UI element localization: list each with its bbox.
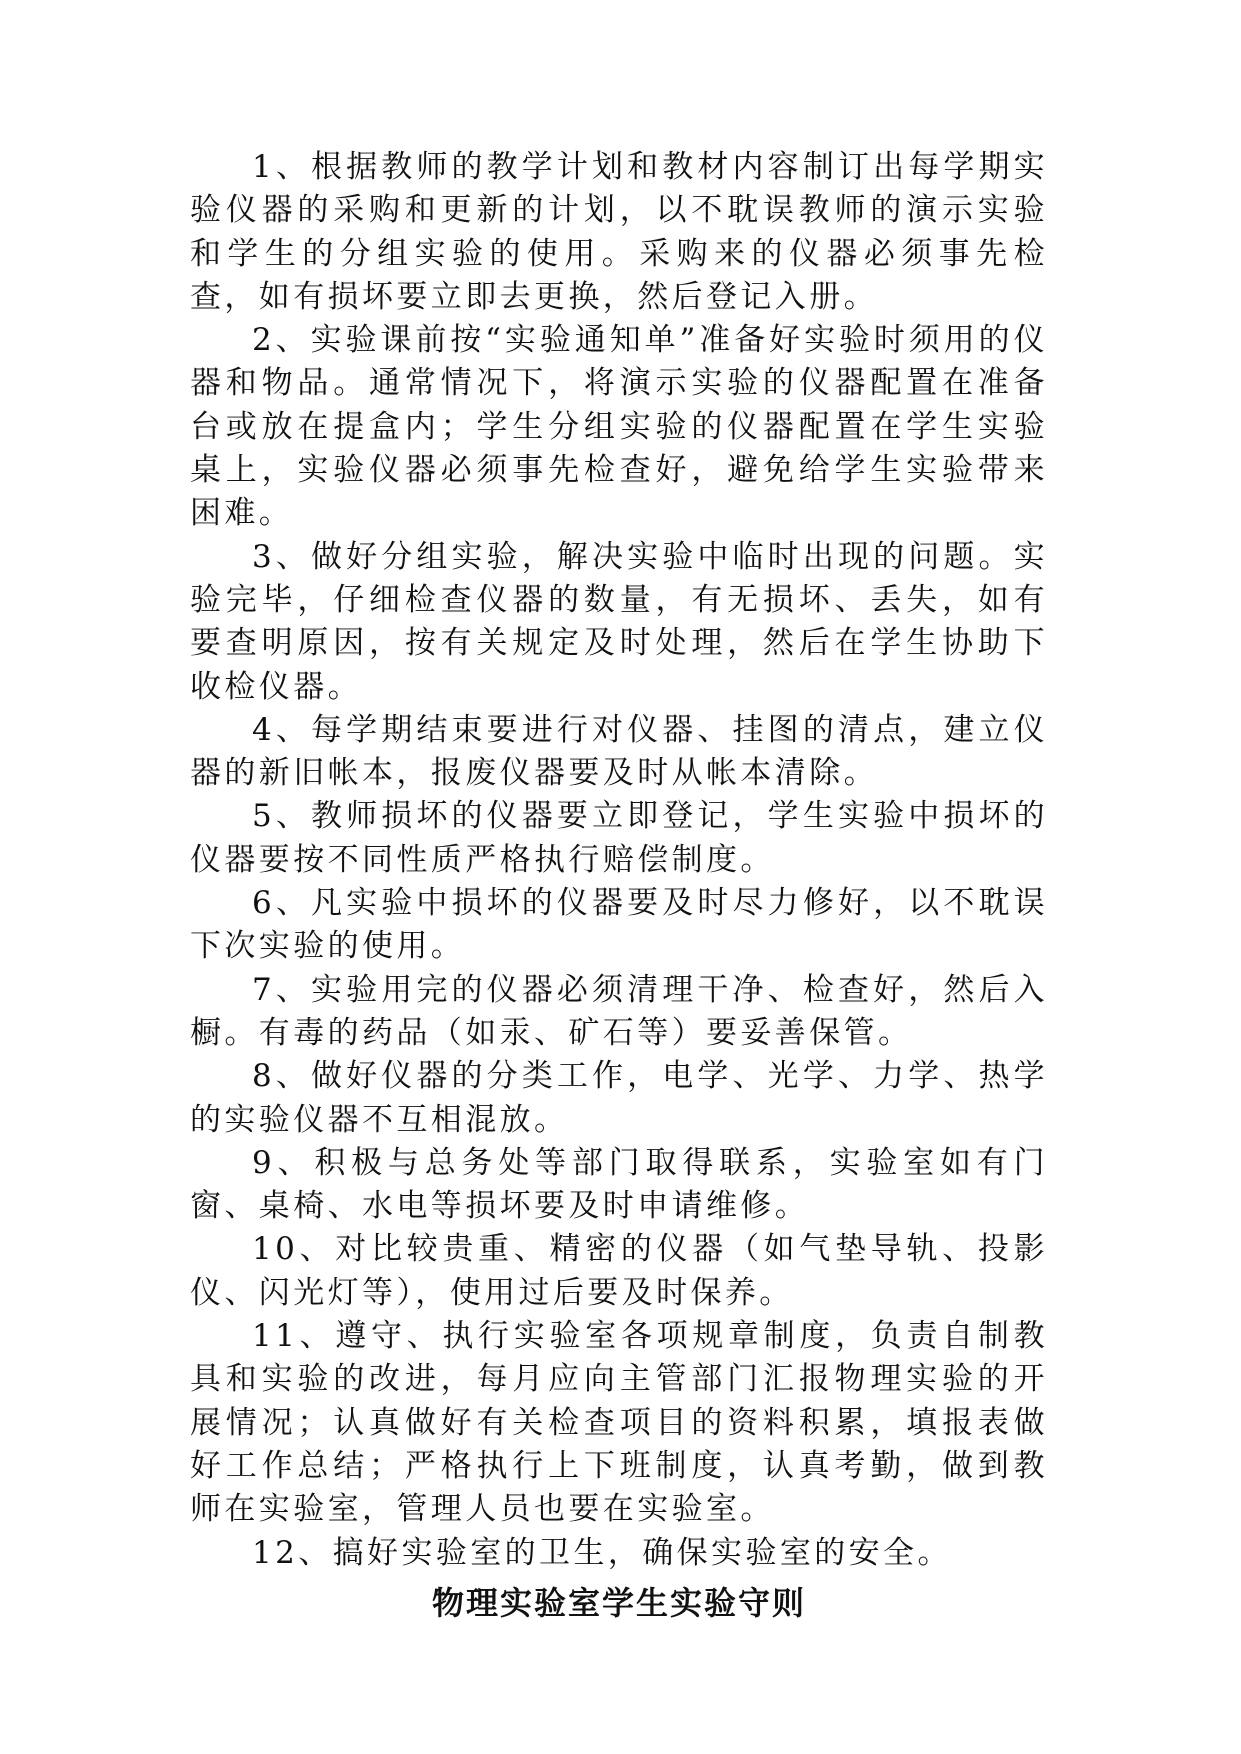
rule-paragraph-4: 4、每学期结束要进行对仪器、挂图的清点，建立仪器的新旧帐本，报废仪器要及时从帐本清除。 [190,711,1048,792]
rule-paragraph-10: 10、对比较贵重、精密的仪器（如气垫导轨、投影仪、闪光灯等），使用过后要及时保养。 [190,1231,1048,1311]
rule-paragraph-2: 2、实验课前按“实验通知单”准备好实验时须用的仪器和物品。通常情况下，将演示实验的仪器配置在准备台或放在提盒内；学生分组实验的仪器配置在学生实验桌上，实验仪器必须事先检查好，避免给学生实验带来困难。 [190,322,1048,532]
document-page [190,146,1048,1625]
rule-paragraph-12: 12、搞好实验室的卫生，确保实验室的安全。 [252,1534,952,1571]
rule-paragraph-9: 9、积极与总务处等部门取得联系，实验室如有门窗、桌椅、水电等损坏要及时申请维修。 [190,1144,1048,1225]
section-title: 物理实验室学生实验守则 [431,1583,806,1622]
rule-paragraph-6: 6、凡实验中损坏的仪器要及时尽力修好，以不耽误下次实验的使用。 [190,885,1048,965]
rule-paragraph-8: 8、做好仪器的分类工作，电学、光学、力学、热学的实验仪器不互相混放。 [190,1058,1048,1138]
rule-paragraph-11: 11、遵守、执行实验室各项规章制度，负责自制教具和实验的改进，每月应向主管部门汇报物理实验的开展情况；认真做好有关检查项目的资料积累，填报表做好工作总结；严格执行上下班制度，认真考勤，做到教师在实验室，管理人员也要在实验室。 [190,1318,1048,1528]
rule-paragraph-7: 7、实验用完的仪器必须清理干净、检查好，然后入橱。有毒的药品（如汞、矿石等）要妥善保管。 [190,971,1048,1051]
rule-paragraph-5: 5、教师损坏的仪器要立即登记，学生实验中损坏的仪器要按不同性质严格执行赔偿制度。 [190,798,1048,878]
rule-paragraph-3: 3、做好分组实验，解决实验中临时出现的问题。实验完毕，仔细检查仪器的数量，有无损坏、丢失，如有要查明原因，按有关规定及时处理，然后在学生协助下收检仪器。 [190,538,1048,705]
rule-paragraph-1: 1、根据教师的教学计划和教材内容制订出每学期实验仪器的采购和更新的计划，以不耽误教师的演示实验和学生的分组实验的使用。采购来的仪器必须事先检查，如有损坏要立即去更换，然后登记入册。 [190,149,1048,315]
